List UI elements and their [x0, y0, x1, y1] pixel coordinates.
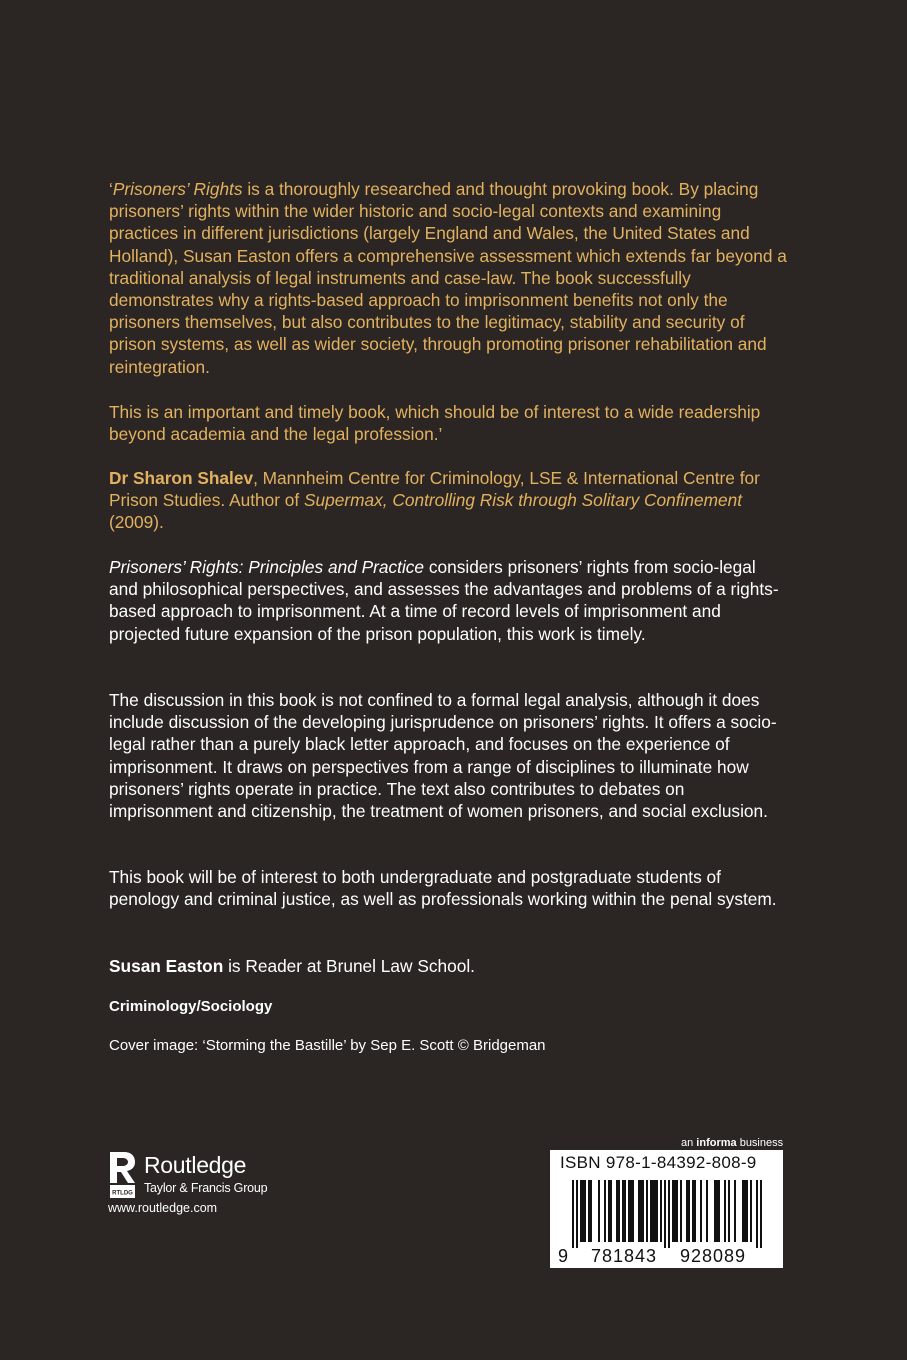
barcode-graphic	[550, 1150, 783, 1268]
author-bio-text: is Reader at Brunel Law School.	[223, 956, 475, 976]
barcode-bar	[686, 1180, 688, 1242]
barcode-bar	[642, 1180, 644, 1242]
barcode-bar	[604, 1180, 606, 1242]
description-text-1: considers prisoners’ rights from socio-legal and philosophical perspectives, and assesses the advantages and problems of a rights-based approach to imprisonment. At a time of record levels of imprisonment and projected future expansion of the prison population, this work is timely.	[109, 557, 779, 644]
barcode-bar	[756, 1180, 758, 1248]
reviewer-affiliation: , Mannheim Centre for Criminology, LSE & International Centre for Prison Studies. Author of	[109, 468, 760, 511]
isbn-label: ISBN 978-1-84392-808-9	[560, 1153, 757, 1172]
barcode-bar	[576, 1180, 578, 1248]
barcode-bar	[590, 1180, 592, 1242]
barcode-bar	[728, 1180, 730, 1242]
barcode-bar	[654, 1180, 656, 1242]
description-paragraph-2: The discussion in this book is not confined to a formal legal analysis, although it does include discussion of the developing jurisprudence on prisoners’ rights. It offers a socio-legal rather than a purely black letter approach, and focuses on the experience of imprisonment. It draws on perspectives from a range of disciplines to illuminate how prisoners’ rights operate in practice. The text also contributes to debates on imprisonment and citizenship, the treatment of women prisoners, and social exclusion.	[109, 690, 777, 822]
barcode-bar	[750, 1180, 752, 1242]
barcode-bar	[580, 1180, 582, 1242]
svg-text:RTLDG: RTLDG	[112, 1190, 133, 1197]
barcode-bar	[584, 1180, 586, 1242]
publisher-url: www.routledge.com	[108, 1201, 218, 1215]
review-paragraph-2: This is an important and timely book, which should be of interest to a wide readership beyond academia and the legal profession.’	[109, 402, 761, 445]
barcode-bar	[760, 1180, 762, 1248]
barcode-bar	[582, 1180, 584, 1242]
barcode-digits-right: 928089	[679, 1246, 747, 1266]
description-paragraph-1	[109, 556, 787, 645]
barcode-bar	[618, 1180, 620, 1242]
reviewer-book: Supermax, Controlling Risk through Solitary Confinement	[304, 490, 743, 511]
reviewer-name: Dr Sharon Shalev	[109, 468, 254, 488]
author-name: Susan Easton	[109, 956, 224, 976]
author-bio	[109, 955, 787, 977]
informa-prefix: an	[681, 1137, 697, 1149]
routledge-r-icon	[108, 1150, 138, 1200]
barcode-bar	[692, 1180, 694, 1242]
barcode-bar	[652, 1180, 654, 1242]
informa-tagline	[681, 1137, 783, 1149]
barcode-bar	[700, 1180, 702, 1242]
barcode-bar	[622, 1180, 624, 1242]
barcode-bar	[734, 1180, 736, 1242]
barcode-bar	[572, 1180, 574, 1248]
barcode-bar	[706, 1180, 708, 1242]
publisher-name: Routledge	[144, 1152, 247, 1178]
barcode-bar	[650, 1180, 652, 1242]
barcode-bar	[598, 1180, 600, 1242]
barcode-bar	[588, 1180, 590, 1242]
barcode-bar	[616, 1180, 618, 1242]
barcode-bar	[746, 1180, 748, 1242]
barcode-bar	[640, 1180, 642, 1242]
subject-category: Criminology/Sociology	[109, 998, 273, 1015]
barcode-bar	[694, 1180, 696, 1242]
informa-brand: informa	[696, 1137, 737, 1149]
barcode-panel	[550, 1150, 783, 1268]
barcode-bar	[610, 1180, 612, 1242]
barcode-bar	[742, 1180, 744, 1242]
barcode-bar	[608, 1180, 610, 1242]
reviewer-year: (2009).	[109, 512, 164, 533]
barcode-bar	[632, 1180, 634, 1242]
barcode-digits-left: 781843	[590, 1246, 658, 1266]
barcode-bar	[688, 1180, 690, 1242]
barcode-bar	[638, 1180, 640, 1242]
review-paragraph-1	[109, 178, 787, 378]
publisher-group: Taylor & Francis Group	[144, 1181, 268, 1195]
barcode-bar	[630, 1180, 632, 1242]
barcode-bar	[664, 1180, 666, 1248]
barcode-bar	[724, 1180, 726, 1242]
barcode-bar	[680, 1180, 682, 1242]
barcode-bar	[656, 1180, 658, 1242]
publisher-logo	[108, 1150, 328, 1220]
barcode-bar	[668, 1180, 670, 1248]
cover-credit: Cover image: ‘Storming the Bastille’ by Sep E. Scott © Bridgeman	[109, 1037, 546, 1054]
barcode-bar	[718, 1180, 720, 1242]
review-book-title: Prisoners’ Rights	[112, 179, 243, 199]
informa-suffix: business	[736, 1137, 784, 1149]
barcode-bar	[660, 1180, 662, 1242]
description-paragraph-3: This book will be of interest to both undergraduate and postgraduate students of penology and criminal justice, as well as professionals working within the penal system.	[109, 867, 777, 910]
review-text-1: is a thoroughly researched and thought provoking book. By placing prisoners’ rights within the wider historic and socio-legal contexts and examining practices in different jurisdictions (largely England and Wales, the United States and Holland), Susan Easton offers a comprehensive assessment which extends far beyond a traditional analysis of legal instruments and case-law. The book successfully demonstrates why a rights-based approach to imprisonment benefits not only the prisoners themselves, but also contributes to the legitimacy, stability and security of prison systems, as well as wider society, through promoting prisoner rehabilitation and reintegration.	[109, 179, 787, 377]
barcode-bar	[646, 1180, 648, 1242]
reviewer-attribution	[109, 467, 787, 534]
barcode-bar	[716, 1180, 718, 1242]
open-quote: ‘	[109, 179, 113, 199]
barcode-bar	[676, 1180, 678, 1242]
barcode-bar	[744, 1180, 746, 1242]
description-book-title: Prisoners’ Rights: Principles and Practice	[109, 557, 425, 577]
barcode-bar	[628, 1180, 630, 1242]
barcode-bar	[674, 1180, 676, 1242]
barcode-digit-first: 9	[558, 1246, 569, 1266]
barcode-bar	[672, 1180, 674, 1242]
barcode-bar	[714, 1180, 716, 1242]
barcode-bar	[624, 1180, 626, 1242]
